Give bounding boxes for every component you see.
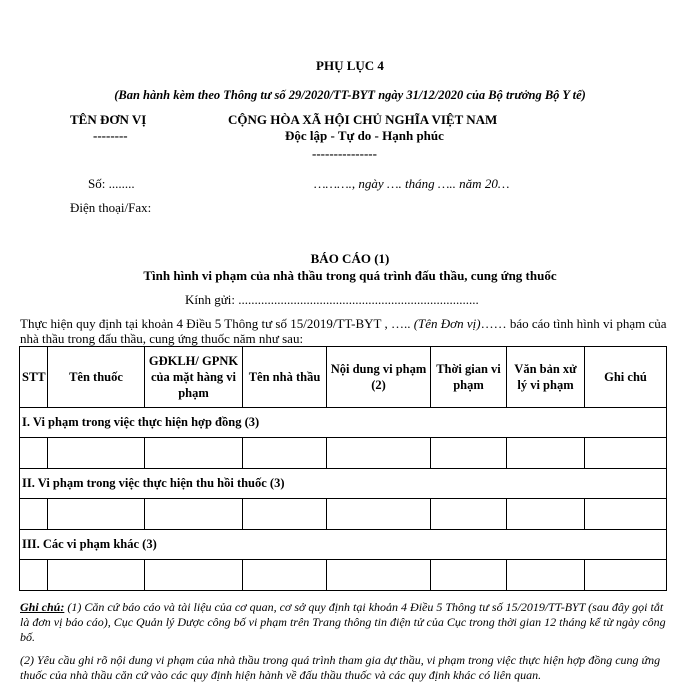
issued-by-line: (Ban hành kèm theo Thông tư số 29/2020/TT-BYT ngày 31/12/2020 của Bộ trưởng Bộ Y tế) [114, 88, 586, 102]
table-header-row [20, 347, 667, 408]
unit-name: TÊN ĐƠN VỊ [70, 112, 147, 127]
col-header-note: Ghi chú [585, 347, 667, 408]
table-cell[interactable] [243, 438, 327, 469]
table-cell[interactable] [327, 499, 431, 530]
table-cell[interactable] [20, 560, 48, 591]
note-1 [20, 600, 670, 645]
table-cell[interactable] [585, 499, 667, 530]
col-header-contractor: Tên nhà thầu [243, 347, 327, 408]
col-header-drug-name: Tên thuốc [48, 347, 145, 408]
table-row [20, 438, 667, 469]
table-row [20, 560, 667, 591]
intro-text-a: Thực hiện quy định tại khoản 4 Điều 5 Thông tư số 15/2019/TT-BYT , ….. [20, 316, 414, 331]
table-cell[interactable] [145, 560, 243, 591]
intro-paragraph [20, 316, 670, 346]
table-cell[interactable] [48, 560, 145, 591]
col-header-license: GĐKLH/ GPNK của mặt hàng vi phạm [145, 347, 243, 408]
recipient-line: Kính gửi: .......................................................................... [185, 292, 479, 307]
section-recall-violation: II. Vi phạm trong việc thực hiện thu hồi thuốc (3) [20, 469, 667, 499]
motto: Độc lập - Tự do - Hạnh phúc [285, 128, 444, 143]
table-cell[interactable] [585, 438, 667, 469]
table-row [20, 499, 667, 530]
violation-table [19, 346, 667, 591]
table-cell[interactable] [585, 560, 667, 591]
table-cell[interactable] [145, 499, 243, 530]
report-title: BÁO CÁO (1) [310, 251, 390, 266]
table-cell[interactable] [243, 499, 327, 530]
table-cell[interactable] [48, 438, 145, 469]
report-subtitle: Tình hình vi phạm của nhà thầu trong quá trình đấu thầu, cung ứng thuốc [143, 268, 557, 283]
section-row [20, 530, 667, 560]
table-cell[interactable] [507, 438, 585, 469]
col-header-time: Thời gian vi phạm [431, 347, 507, 408]
table-cell[interactable] [48, 499, 145, 530]
appendix-title: PHỤ LỤC 4 [316, 58, 384, 73]
date-line: ………., ngày …. tháng ….. năm 20… [314, 176, 510, 191]
note-2: (2) Yêu cầu ghi rõ nội dung vi phạm của nhà thầu trong quá trình tham gia dự thầu, vi phạm trong việc thực hiện hợp đồng cung ứng thuốc của nhà thầu căn cứ vào các quy định hiện hành về đấu thầu thuốc và các quy định khác có liên quan. [20, 653, 661, 682]
table-cell[interactable] [507, 499, 585, 530]
section-other-violation: III. Các vi phạm khác (3) [20, 530, 667, 560]
intro-text-b: …… báo cáo tình hình vi phạm của nhà thầu trong đấu thầu, cung ứng thuốc năm như sau: [20, 316, 667, 346]
section-row [20, 469, 667, 499]
col-header-violation: Nội dung vi phạm (2) [327, 347, 431, 408]
document-number: Số: ........ [88, 176, 135, 191]
table-cell[interactable] [507, 560, 585, 591]
col-header-stt: STT [20, 347, 48, 408]
table-cell[interactable] [327, 438, 431, 469]
note-1-text: (1) Căn cứ báo cáo và tài liệu của cơ quan, cơ sở quy định tại khoản 4 Điều 5 Thông tư số 15/2019/TT-BYT (sau đây gọi tắt là đơn vị báo cáo), Cục Quản lý Dược công bố vi phạm trên Trang thông tin điện tử của Cục trong thời gian 12 tháng kể từ ngày công bố. [20, 600, 666, 644]
table-cell[interactable] [20, 438, 48, 469]
notes-label: Ghi chú: [20, 600, 65, 614]
nation-name: CỘNG HÒA XÃ HỘI CHỦ NGHĨA VIỆT NAM [228, 112, 498, 127]
intro-unit-name: (Tên Đơn vị) [413, 316, 481, 331]
table-cell[interactable] [20, 499, 48, 530]
table-cell[interactable] [431, 560, 507, 591]
phone-fax: Điện thoại/Fax: [70, 200, 152, 215]
table-cell[interactable] [431, 438, 507, 469]
table-cell[interactable] [243, 560, 327, 591]
table-cell[interactable] [431, 499, 507, 530]
col-header-document: Văn bản xử lý vi phạm [507, 347, 585, 408]
section-contract-violation: I. Vi phạm trong việc thực hiện hợp đồng (3) [20, 408, 667, 438]
notes-section [20, 600, 670, 691]
unit-divider: -------- [93, 128, 128, 143]
section-row [20, 408, 667, 438]
motto-divider: --------------- [312, 146, 377, 161]
table-cell[interactable] [145, 438, 243, 469]
table-cell[interactable] [327, 560, 431, 591]
